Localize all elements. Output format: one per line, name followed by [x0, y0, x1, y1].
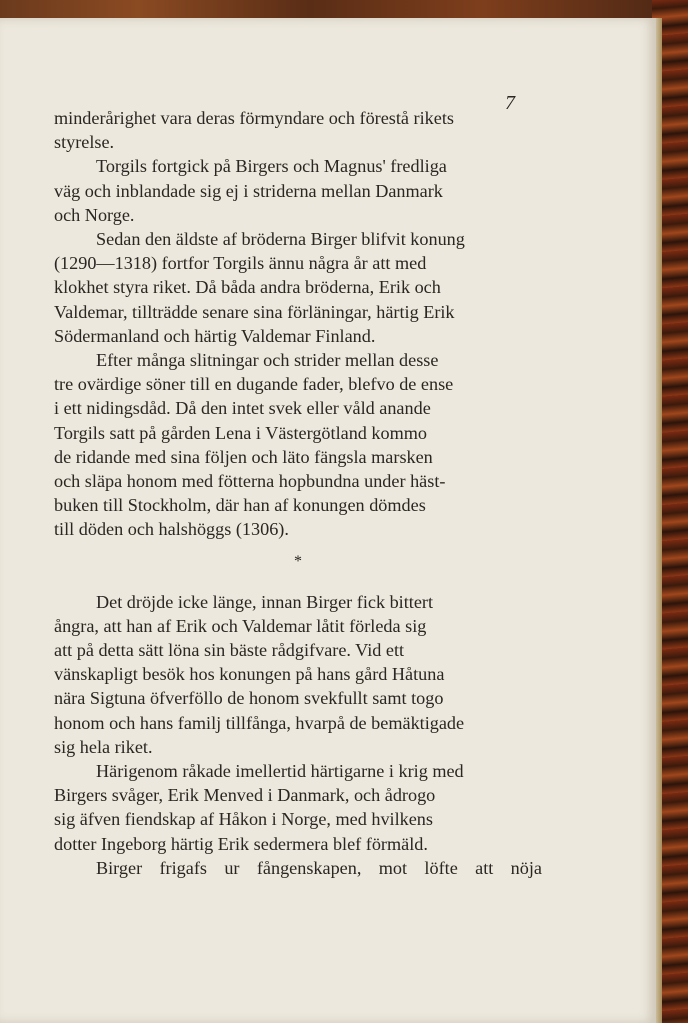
text-line: klokhet styra riket. Då båda andra bröderna, Erik och	[54, 277, 441, 298]
text-line: dotter Ingeborg härtig Erik sedermera blef förmäld.	[54, 833, 428, 854]
page-number: 7	[505, 92, 515, 114]
text-line: sig hela riket.	[54, 736, 153, 757]
text-line: styrelse.	[54, 132, 115, 153]
text-line: och Norge.	[54, 204, 135, 225]
text-line: Efter många slitningar och strider mellan desse	[96, 350, 439, 371]
text-line: honom och hans familj tillfånga, hvarpå de bemäktigade	[54, 712, 465, 733]
paragraph	[54, 106, 542, 154]
text-line: Sedan den äldste af bröderna Birger blifvit konung	[96, 229, 465, 250]
text-line: sig äfven fiendskap af Håkon i Norge, med hvilkens	[54, 809, 433, 830]
section-separator: *	[294, 552, 302, 570]
text-line: ångra, att han af Erik och Valdemar låtit förleda sig	[54, 615, 427, 636]
text-line: de ridande med sina följen och läto fängsla marsken	[54, 446, 433, 467]
paragraph	[54, 856, 542, 880]
text-line: buken till Stockholm, där han af konungen dömdes	[54, 495, 426, 516]
text-line: nära Sigtuna öfverföllo de honom svekfullt samt togo	[54, 688, 444, 709]
text-line: minderårighet vara deras förmyndare och förestå rikets	[54, 108, 454, 128]
paragraph	[54, 348, 542, 542]
paragraph	[54, 759, 542, 856]
text-line: Birger frigafs ur fångenskapen, mot löfte att nöja	[96, 857, 542, 878]
body-text	[54, 106, 542, 880]
text-line: Härigenom råkade imellertid härtigarne i krig med	[96, 761, 464, 782]
text-line: Torgils fortgick på Birgers och Magnus' fredliga	[96, 156, 447, 177]
paragraph	[54, 227, 542, 348]
text-line: att på detta sätt löna sin bäste rådgifvare. Vid ett	[54, 640, 405, 661]
paragraph	[54, 154, 542, 227]
text-line: Birgers svåger, Erik Menved i Danmark, och ådrogo	[54, 785, 436, 806]
text-line: vänskapligt besök hos konungen på hans gård Håtuna	[54, 664, 445, 685]
text-line: Valdemar, tillträdde senare sina förläningar, härtig Erik	[54, 301, 455, 322]
text-line: Torgils satt på gården Lena i Västergötland kommo	[54, 422, 428, 443]
text-line: (1290—1318) fortfor Torgils ännu några år att med	[54, 253, 427, 274]
text-line: och släpa honom med fötterna hopbundna under häst-	[54, 471, 446, 492]
text-line: i ett nidingsdåd. Då den intet svek eller våld anande	[54, 398, 431, 419]
text-line: väg och inblandade sig ej i striderna mellan Danmark	[54, 180, 443, 201]
text-line: tre ovärdige söner till en dugande fader, blefvo de ense	[54, 374, 454, 395]
text-line: Det dröjde icke länge, innan Birger fick bittert	[96, 591, 434, 612]
text-line: till döden och halshöggs (1306).	[54, 519, 289, 540]
paragraph	[54, 590, 542, 759]
text-line: Södermanland och härtig Valdemar Finland.	[54, 325, 376, 346]
